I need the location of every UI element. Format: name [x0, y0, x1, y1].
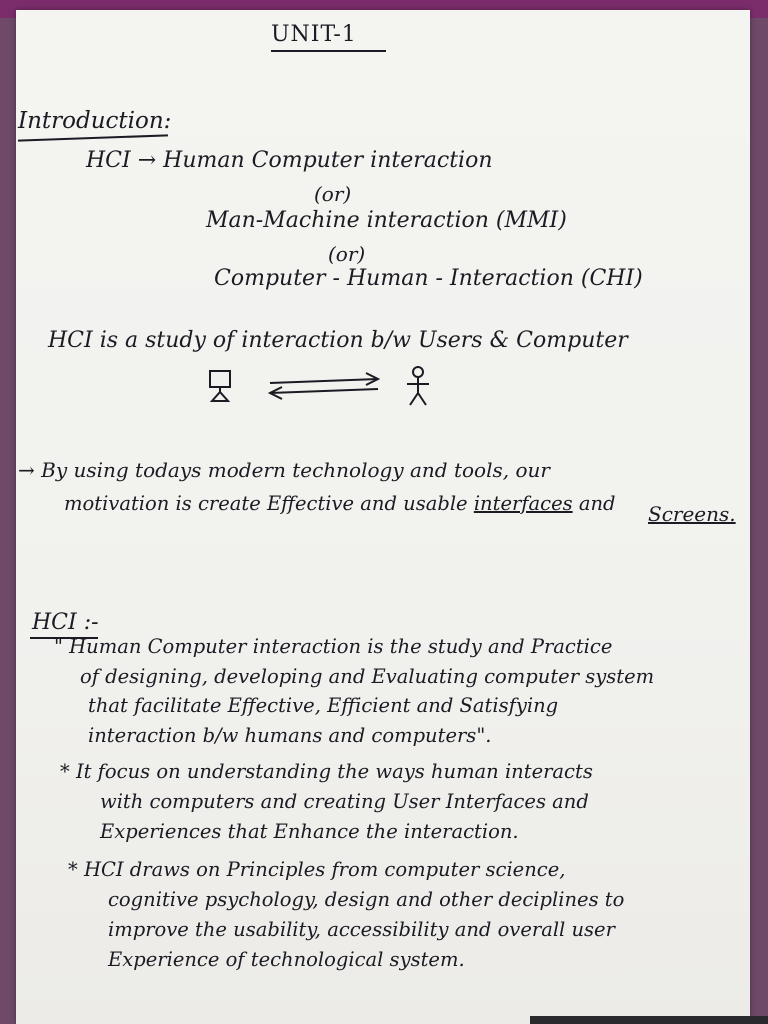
bullet2-line-3: improve the usability, accessibility and overall user: [108, 918, 615, 941]
bottom-edge-strip: [530, 1016, 768, 1024]
or-separator-2: (or): [328, 242, 366, 266]
bullet2-line-1: * HCI draws on Principles from computer science,: [68, 858, 566, 881]
mmi-line: Man-Machine interaction (MMI): [206, 208, 567, 233]
definition-line-3: that facilitate Effective, Efficient and Satisfying: [88, 694, 559, 717]
or-separator-1: (or): [314, 182, 352, 206]
study-line: HCI is a study of interaction b/w Users & Computer: [48, 328, 628, 353]
double-arrow-icon: [270, 373, 378, 399]
computer-icon: [210, 371, 230, 401]
definition-line-1: " Human Computer interaction is the study and Practice: [54, 635, 613, 658]
motivation-line-2-end: and: [578, 492, 616, 515]
hci-heading: HCI :-: [32, 610, 99, 635]
definition-line-4: interaction b/w humans and computers".: [88, 724, 492, 747]
intro-heading: Introduction:: [18, 108, 172, 134]
hci-definition-line: HCI → Human Computer interaction: [86, 148, 493, 173]
page-title: UNIT-1: [271, 22, 357, 47]
bullet1-line-1: * It focus on understanding the ways human interacts: [60, 760, 593, 783]
interfaces-word: interfaces: [473, 492, 573, 515]
user-icon: [407, 367, 429, 405]
motivation-line-2: [64, 492, 616, 515]
bullet1-line-2: with computers and creating User Interfaces and: [100, 790, 589, 813]
definition-line-2: of designing, developing and Evaluating computer system: [80, 665, 655, 688]
bullet1-line-3: Experiences that Enhance the interaction.: [100, 820, 519, 843]
intro-underline: [18, 134, 168, 141]
notebook-page: [16, 10, 750, 1024]
bullet2-line-2: cognitive psychology, design and other deciplines to: [108, 888, 625, 911]
title-underline: [271, 50, 386, 52]
screens-word: Screens.: [648, 502, 736, 526]
chi-line: Computer - Human - Interaction (CHI): [214, 266, 643, 291]
interaction-diagram: [206, 365, 436, 425]
motivation-line-2-start: motivation is create Effective and usable: [64, 492, 468, 515]
bullet2-line-4: Experience of technological system.: [108, 948, 465, 971]
motivation-line-1: → By using todays modern technology and tools, our: [18, 458, 550, 482]
